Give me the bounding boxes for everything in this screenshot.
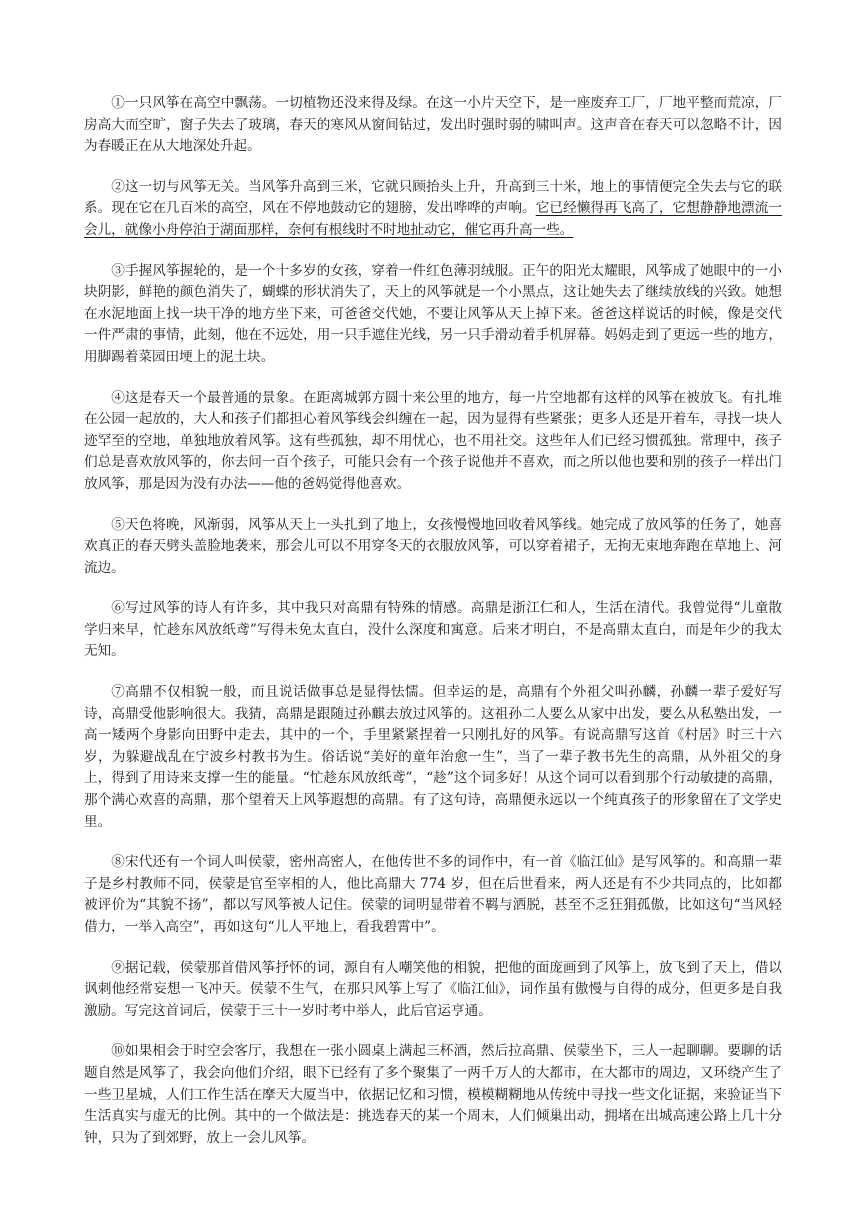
paragraph-2 [84,177,782,242]
paragraph-10: ⑩如果相会于时空会客厅，我想在一张小圆桌上满起三杯酒，然后拉高鼎、侯蒙坐下，三人一起聊聊。要聊的话题自然是风筝了，我会向他们介绍，眼下已经有了多个聚集了一两千万人的大都市，在大都市的周边，又环绕产生了一些卫星城，人们工作生活在摩天大厦当中，依据记忆和习惯，模模糊糊地从传统中寻找一些文化证据，来验证当下生活真实与虚无的比例。其中的一个做法是：挑选春天的某一个周末，人们倾巢出动，拥堵在出城高速公路上几十分钟，只为了到郊野，放上一会儿风筝。 [84,1043,782,1146]
paragraph-9: ⑨据记载，侯蒙那首借风筝抒怀的词，源自有人嘲笑他的相貌，把他的面庞画到了风筝上，放飞到了天上，借以讽刺他经常妄想一飞冲天。侯蒙不生气，在那只风筝上写了《临江仙》，词作虽有傲慢与自得的成分，但更多是自我激励。写完这首词后，侯蒙于三十一岁时考中举人，此后官运亨通。 [84,959,782,1019]
underlined-sentence: 它已经懒得再飞高了，它想静静地漂流一会儿，就像小舟停泊于湖面那样，奈何有根线时不时地扯动它，催它再升高一些。 [84,200,783,238]
paragraph-7: ⑦高鼎不仅相貌一般，而且说话做事总是显得怯懦。但幸运的是，高鼎有个外祖父叫孙麟，孙麟一辈子爱好写诗，高鼎受他影响很大。我猜，高鼎是跟随过孙麒去放过风筝的。这祖孙二人要么从家中出发，要么从私塾出发，一高一矮两个身影向田野中走去，其中的一个，手里紧紧捏着一只刚扎好的风筝。有说高鼎写这首《村居》时三十六岁，为躲避战乱在宁波乡村教书为生。俗话说“美好的童年治愈一生”，当了一辈子教书先生的高鼎，从外祖父的身上，得到了用诗来支撑一生的能量。“忙趁东风放纸鸢”，“趁”这个词多好！从这个词可以看到那个行动敏捷的高鼎，那个满心欢喜的高鼎，那个望着天上风筝遐想的高鼎。有了这句诗，高鼎便永远以一个纯真孩子的形象留在了文学史里。 [84,684,782,830]
paragraph-5: ⑤天色将晚，风渐弱，风筝从天上一头扎到了地上，女孩慢慢地回收着风筝线。她完成了放风筝的任务了，她喜欢真正的春天劈头盖脸地袭来，那会儿可以不用穿冬天的衣服放风筝，可以穿着裙子，无拘无束地奔跑在草地上、河流边。 [84,516,782,576]
paragraph-3: ③手握风筝握轮的，是一个十多岁的女孩，穿着一件红色薄羽绒服。正午的阳光太耀眼，风筝成了她眼中的一小块阴影，鲜艳的颜色消失了，蝴蝶的形状消失了，天上的风筝就是一个小黑点，这让她失去了继续放线的兴致。她想在水泥地面上找一块干净的地方坐下来，可爸爸交代她，不要让风筝从天上掉下来。爸爸这样说话的时候，像是交代一件严肃的事情，此刻，他在不远处，用一只手遮住光线，另一只手滑动着手机屏幕。妈妈走到了更远一些的地方，用脚踢着菜园田埂上的泥土块。 [84,262,782,365]
paragraph-6: ⑥写过风筝的诗人有许多，其中我只对高鼎有特殊的情感。高鼎是浙江仁和人，生活在清代。我曾觉得“儿童散学归来早，忙趁东风放纸鸢”写得未免太直白，没什么深度和寓意。后来才明白，不是高鼎太直白，而是年少的我太无知。 [84,600,782,660]
paragraph-1: ①一只风筝在高空中飘荡。一切植物还没来得及绿。在这一小片天空下，是一座废弃工厂，厂地平整而荒凉，厂房高大而空旷，窗子失去了玻璃，春天的寒风从窗间钻过，发出时强时弱的啸叫声。这声音在春天可以忽略不计，因为春暖正在从大地深处升起。 [84,95,782,155]
paragraph-4: ④这是春天一个最普通的景象。在距离城郭方圆十来公里的地方，每一片空地都有这样的风筝在被放飞。有扎堆在公园一起放的，大人和孩子们都担心着风筝线会纠缠在一起，因为显得有些紧张；更多人还是开着车，寻找一块人迹罕至的空地，单独地放着风筝。这有些孤独，却不用忧心，也不用社交。这些年人们已经习惯孤独。常理中，孩子们总是喜欢放风筝的，你去问一百个孩子，可能只会有一个孩子说他并不喜欢，而之所以他也要和别的孩子一样出门放风筝，那是因为没有办法——他的爸妈觉得他喜欢。 [84,389,782,492]
paragraph-8: ⑧宋代还有一个词人叫侯蒙，密州高密人，在他传世不多的词作中，有一首《临江仙》是写风筝的。和高鼎一辈子是乡村教师不同，侯蒙是官至宰相的人，他比高鼎大 774 岁，但在后世看来，两人还是有不少共同点的，比如都被评价为“其貌不扬”，都以写风筝被人记住。侯蒙的词明显带着不羁与洒脱，甚至不乏狂狷孤傲，比如这句“当风轻借力，一举入高空”，再如这句“儿人平地上，看我碧霄中”。 [84,854,782,935]
article-body [84,93,782,1168]
paragraph-2-text: ②这一切与风筝无关。当风筝升高到三米，它就只顾抬头上升，升高到三十米，地上的事情便完全失去与它的联系。现在它在几百米的高空，风在不停地鼓动它的翅膀，发出哗哗的声响。 [84,178,782,217]
